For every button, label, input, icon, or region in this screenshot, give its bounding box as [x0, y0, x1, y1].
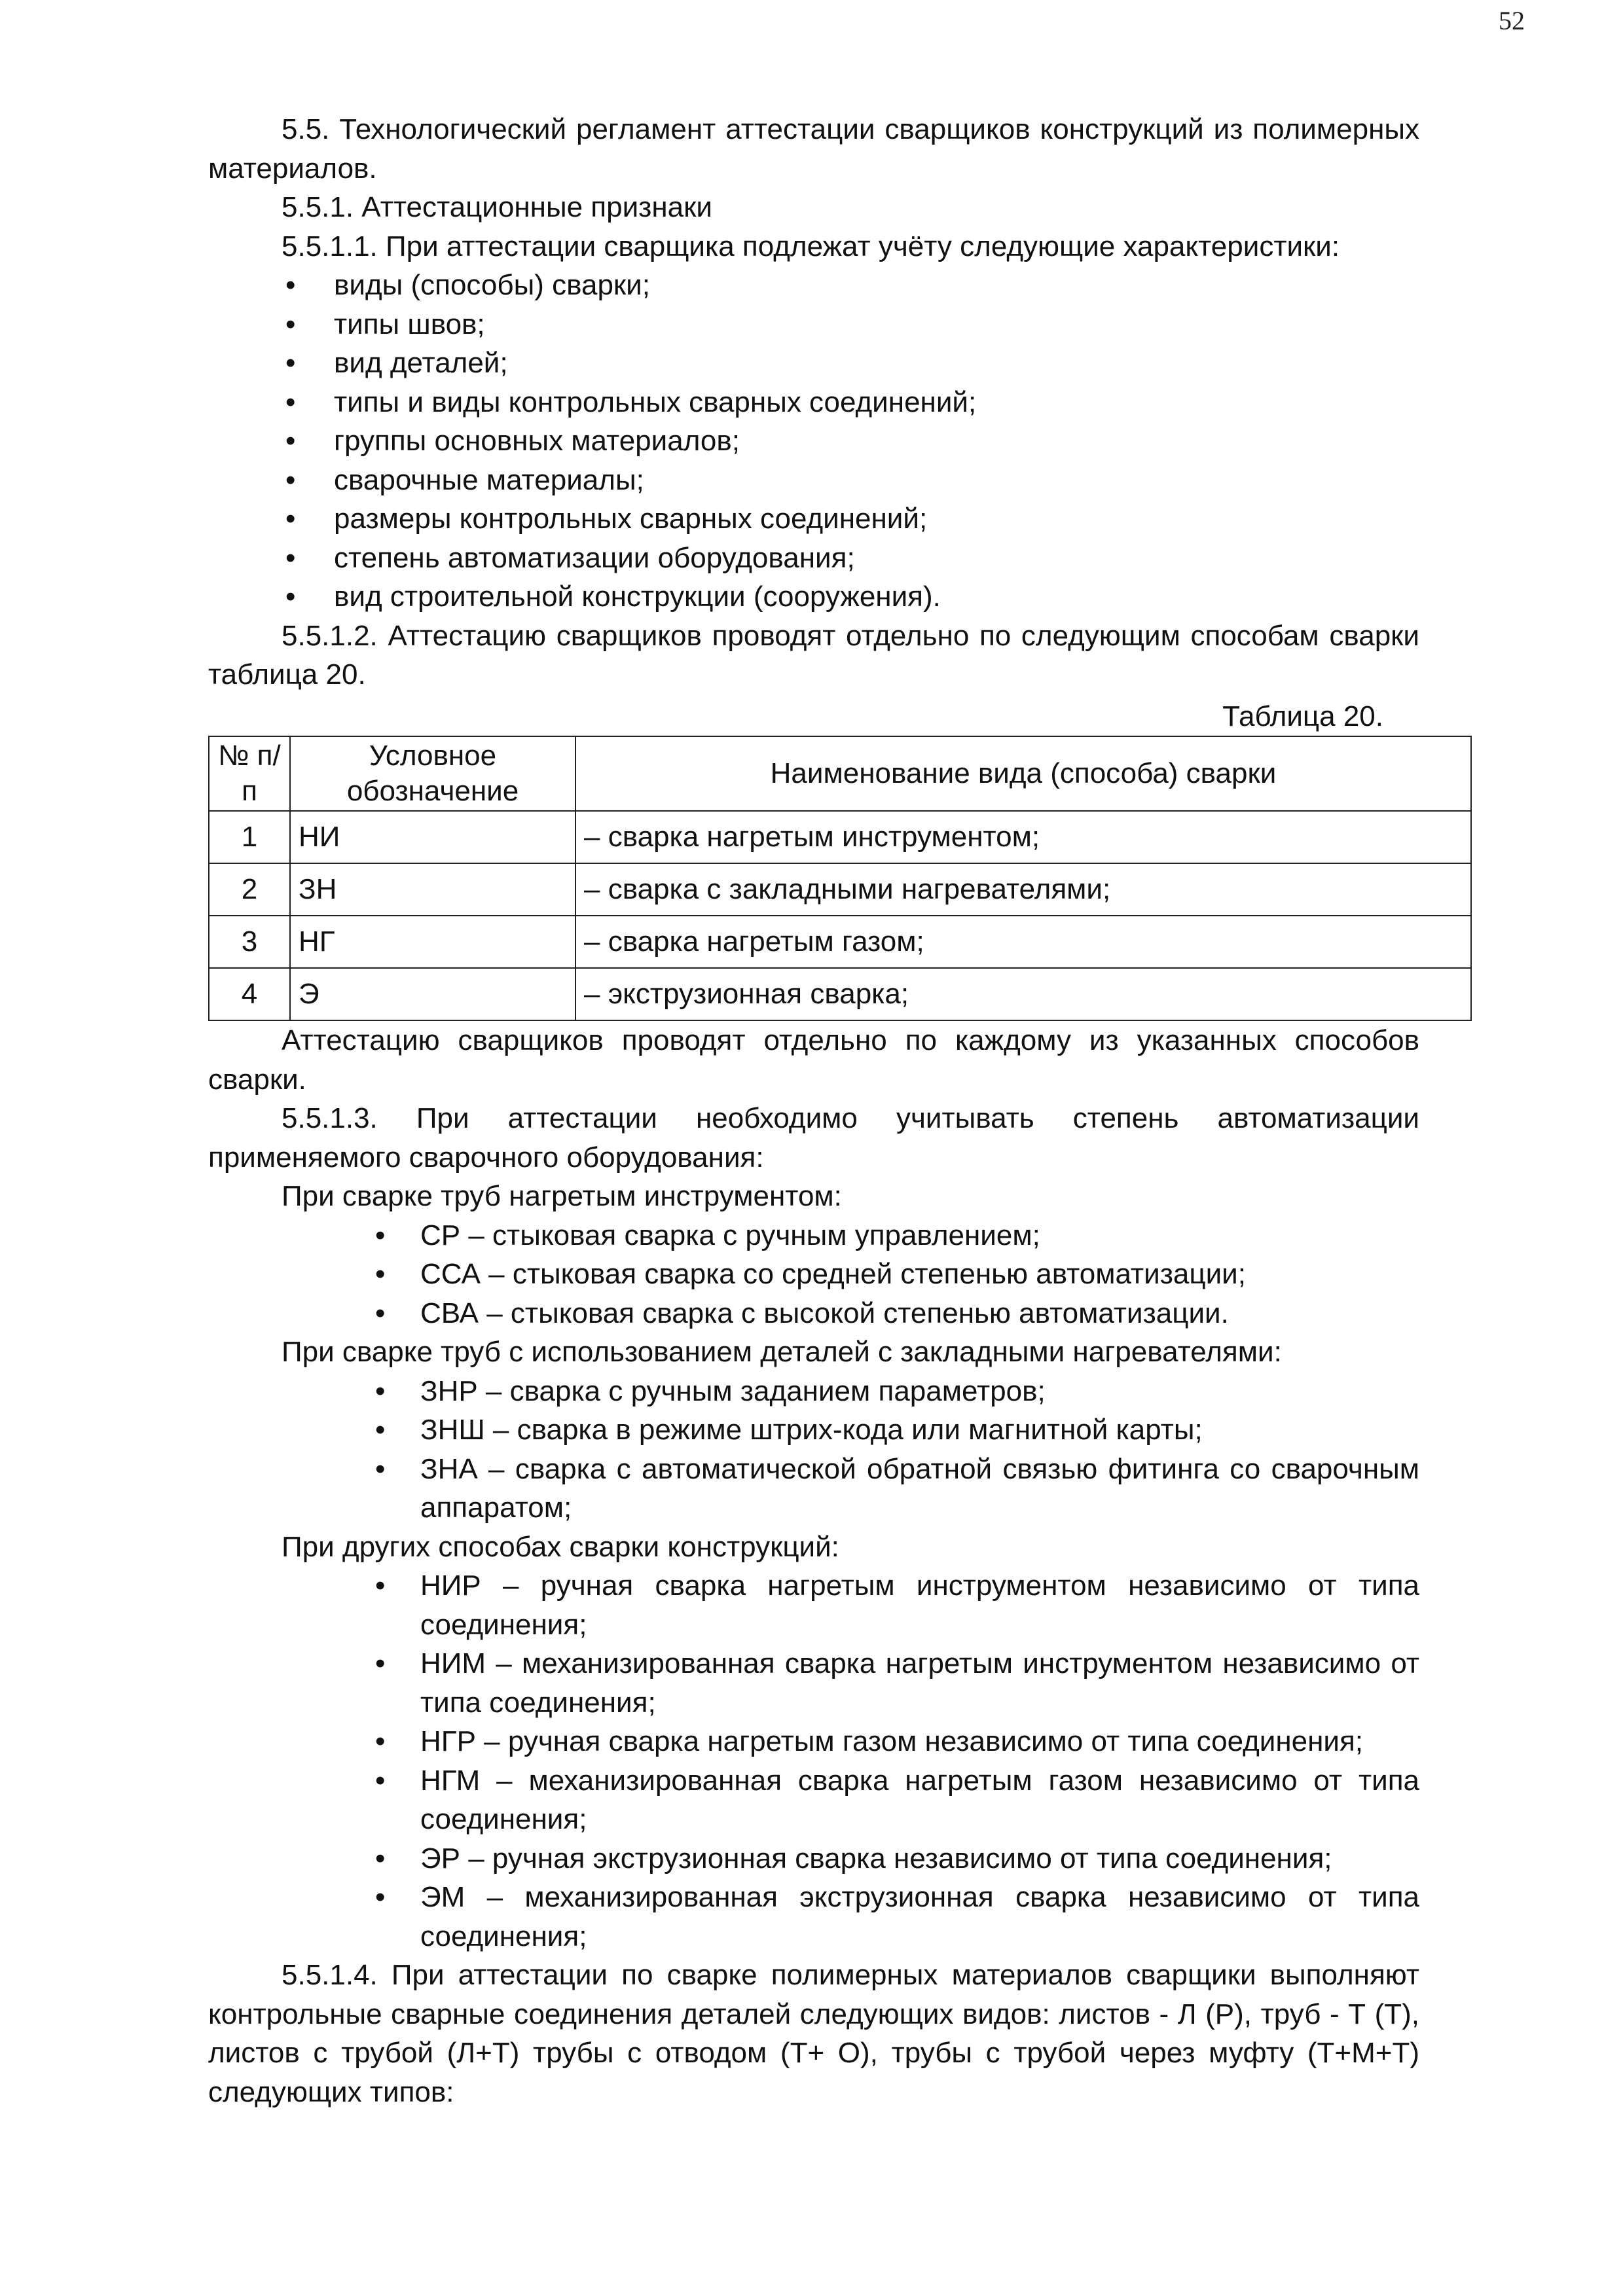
- cell-code: ЗН: [290, 863, 575, 916]
- cell-name: – сварка с закладными нагревателями;: [575, 863, 1471, 916]
- paragraph-5-5-1-3: 5.5.1.3. При аттестации необходимо учитывать степень автоматизации применяемого сварочного оборудования:: [208, 1102, 1419, 1174]
- heated-tool-list: [208, 1216, 1419, 1333]
- cell-name: – сварка нагретым газом;: [575, 916, 1471, 968]
- list-item: • вид деталей;: [208, 344, 1419, 383]
- cell-name: – сварка нагретым инструментом;: [575, 811, 1471, 863]
- header-code: Условное обозначение: [290, 736, 575, 811]
- table-caption: Таблица 20.: [1222, 700, 1383, 732]
- section-heading: 5.5. Технологический регламент аттестации сварщиков конструкций из полимерных материалов.: [208, 113, 1419, 185]
- cell-number: 4: [209, 968, 290, 1020]
- list-item: • сварочные материалы;: [208, 461, 1419, 500]
- header-number: № п/п: [209, 736, 290, 811]
- cell-name: – экструзионная сварка;: [575, 968, 1471, 1020]
- paragraph-5-5-1-1: 5.5.1.1. При аттестации сварщика подлежат учёту следующие характеристики:: [282, 230, 1340, 262]
- cell-number: 1: [209, 811, 290, 863]
- list-item: • СВА – стыковая сварка с высокой степенью автоматизации.: [208, 1294, 1419, 1333]
- header-name: Наименование вида (способа) сварки: [575, 736, 1471, 811]
- lead-heated-tool: При сварке труб нагретым инструментом:: [282, 1180, 842, 1212]
- characteristics-list: [208, 266, 1419, 617]
- list-item: • вид строительной конструкции (сооружения).: [208, 577, 1419, 617]
- list-item: • ЭР – ручная экструзионная сварка независимо от типа соединения;: [208, 1839, 1419, 1878]
- other-methods-list: [208, 1566, 1419, 1956]
- cell-code: Э: [290, 968, 575, 1020]
- cell-code: НИ: [290, 811, 575, 863]
- table-row: [209, 968, 1471, 1020]
- list-item: • НИМ – механизированная сварка нагретым инструментом независимо от типа соединения;: [208, 1644, 1419, 1722]
- list-item: • ЗНР – сварка с ручным заданием параметров;: [208, 1372, 1419, 1411]
- list-item: • ЗНА – сварка с автоматической обратной связью фитинга со сварочным аппаратом;: [208, 1450, 1419, 1528]
- paragraph-5-5-1-4: 5.5.1.4. При аттестации по сварке полимерных материалов сварщики выполняют контрольные сварные соединения деталей следующих видов: листов - Л (Р), труб - Т (Т), листов с трубой (Л+Т) трубы с отводом (Т+ О), трубы с трубой через муфту (Т+М+Т) следующих типов:: [208, 1959, 1419, 2108]
- list-item: • НИР – ручная сварка нагретым инструментом независимо от типа соединения;: [208, 1566, 1419, 1644]
- table-row: [209, 863, 1471, 916]
- paragraph-after-table: Аттестацию сварщиков проводят отдельно по каждому из указанных способов сварки.: [208, 1024, 1419, 1096]
- cell-number: 3: [209, 916, 290, 968]
- page-number: 52: [1499, 6, 1525, 35]
- list-item: • СР – стыковая сварка с ручным управлением;: [208, 1216, 1419, 1255]
- list-item: • группы основных материалов;: [208, 422, 1419, 461]
- document-body: [208, 110, 1419, 2111]
- welding-methods-table: [208, 736, 1472, 1021]
- embedded-heaters-list: [208, 1372, 1419, 1528]
- cell-number: 2: [209, 863, 290, 916]
- subsection-heading: 5.5.1. Аттестационные признаки: [282, 191, 712, 223]
- table-row: [209, 811, 1471, 863]
- list-item: • типы и виды контрольных сварных соединений;: [208, 383, 1419, 422]
- list-item: • ССА – стыковая сварка со средней степенью автоматизации;: [208, 1255, 1419, 1294]
- list-item: • степень автоматизации оборудования;: [208, 539, 1419, 578]
- list-item: • типы швов;: [208, 305, 1419, 344]
- list-item: • НГР – ручная сварка нагретым газом независимо от типа соединения;: [208, 1722, 1419, 1761]
- list-item: • НГМ – механизированная сварка нагретым газом независимо от типа соединения;: [208, 1761, 1419, 1839]
- cell-code: НГ: [290, 916, 575, 968]
- table-row: [209, 916, 1471, 968]
- list-item: • ЗНШ – сварка в режиме штрих-кода или магнитной карты;: [208, 1410, 1419, 1450]
- table-header-row: [209, 736, 1471, 811]
- list-item: • ЭМ – механизированная экструзионная сварка независимо от типа соединения;: [208, 1878, 1419, 1956]
- lead-other-methods: При других способах сварки конструкций:: [282, 1530, 839, 1563]
- list-item: • размеры контрольных сварных соединений;: [208, 499, 1419, 539]
- paragraph-5-5-1-2: 5.5.1.2. Аттестацию сварщиков проводят отдельно по следующим способам сварки таблица 20.: [208, 619, 1419, 691]
- list-item: • виды (способы) сварки;: [208, 266, 1419, 305]
- lead-embedded-heaters: При сварке труб с использованием деталей с закладными нагревателями:: [282, 1336, 1282, 1368]
